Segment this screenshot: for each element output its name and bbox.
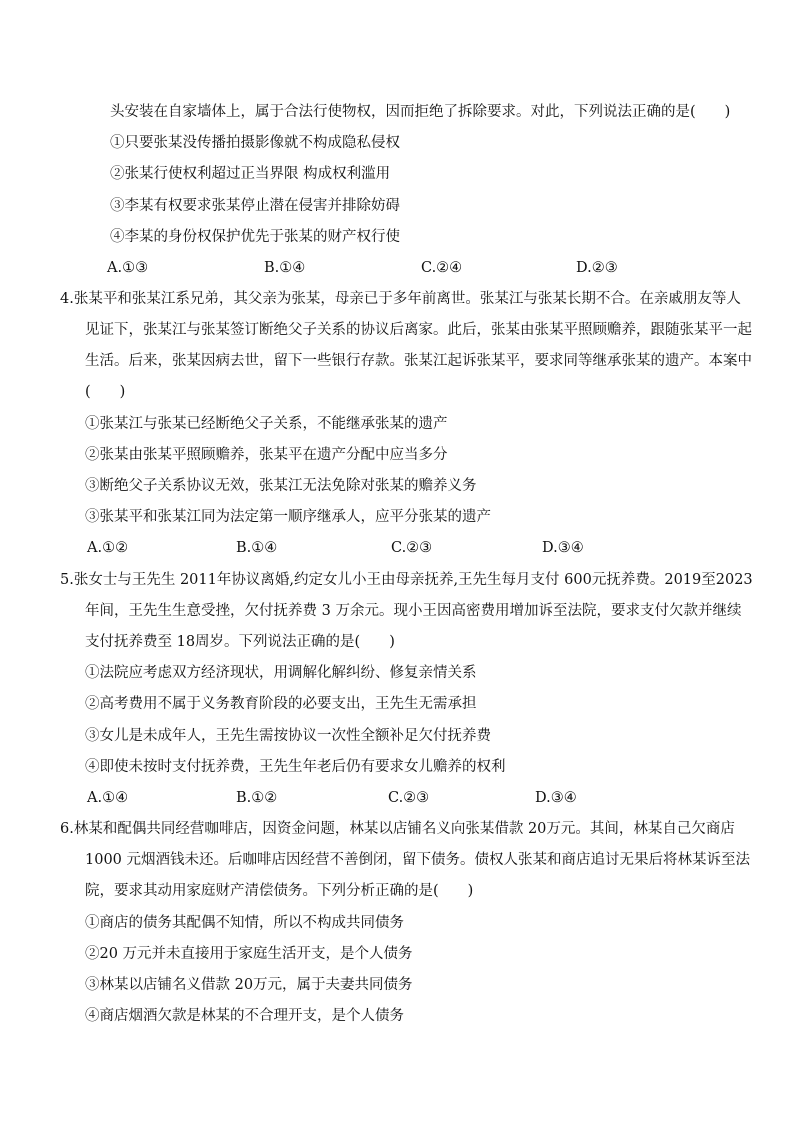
q4-item-1: ①张某江与张某已经断绝父子关系，不能继承张某的遗产 — [85, 416, 448, 432]
q3-options — [107, 258, 707, 278]
q3-option-b[interactable]: B.①④ — [264, 260, 306, 276]
q6-item-3: ③林某以店铺名义借款 20万元，属于夫妻共同债务 — [85, 977, 413, 993]
q4-stem-line-2: 见证下，张某江与张某签订断绝父子关系的协议后离家。此后，张某由张某平照顾赡养，跟随张某平一起 — [85, 322, 752, 338]
q5-stem-line-2: 年间，王先生生意受挫，欠付抚养费 3 万余元。现小王因高密费用增加诉至法院，要求支付欠款并继续 — [85, 603, 742, 619]
q3-item-4: ④李某的身份权保护优先于张某的财产权行使 — [110, 229, 400, 245]
q6-item-4: ④商店烟酒欠款是林某的不合理开支，是个人债务 — [85, 1008, 404, 1024]
q5-option-a[interactable]: A.①④ — [87, 790, 129, 806]
q5-item-4: ④即使未按时支付抚养费，王先生年老后仍有要求女儿赡养的权利 — [85, 759, 506, 775]
q4-item-2: ②张某由张某平照顾赡养，张某平在遗产分配中应当多分 — [85, 447, 448, 463]
q5-stem-line-1: 5.张女士与王先生 2011年协议离婚,约定女儿小王由母亲抚养,王先生每月支付 600元抚养费。2019至2023 — [60, 572, 753, 588]
q4-options — [87, 538, 687, 558]
q4-stem-line-1: 4.张某平和张某江系兄弟，其父亲为张某，母亲已于多年前离世。张某江与张某长期不合。在亲戚朋友等人 — [60, 291, 741, 307]
q6-stem-line-3: 院，要求其动用家庭财产清偿债务。下列分析正确的是( ) — [85, 883, 474, 899]
q6-item-1: ①商店的债务其配偶不知情，所以不构成共同债务 — [85, 915, 404, 931]
q4-option-a[interactable]: A.①② — [87, 540, 129, 556]
q5-option-d[interactable]: D.③④ — [535, 790, 577, 806]
q3-item-1: ①只要张某没传播拍摄影像就不构成隐私侵权 — [110, 135, 400, 151]
q4-item-3: ③断绝父子关系协议无效，张某江无法免除对张某的赡养义务 — [85, 478, 477, 494]
q3-option-d[interactable]: D.②③ — [576, 260, 618, 276]
q5-option-c[interactable]: C.②③ — [388, 790, 430, 806]
q3-item-3: ③李某有权要求张某停止潜在侵害并排除妨碍 — [110, 198, 400, 214]
q5-stem-line-3: 支付抚养费至 18周岁。下列说法正确的是( ) — [85, 634, 395, 650]
q3-stem: 头安装在自家墙体上，属于合法行使物权，因而拒绝了拆除要求。对此，下列说法正确的是( ) — [110, 104, 731, 120]
q6-stem-line-1: 6.林某和配偶共同经营咖啡店，因资金问题，林某以店铺名义向张某借款 20万元。其间，林某自己欠商店 — [60, 821, 735, 837]
q5-item-1: ①法院应考虑双方经济现状，用调解化解纠纷、修复亲情关系 — [85, 665, 477, 681]
q5-options — [87, 788, 687, 808]
q3-option-a[interactable]: A.①③ — [107, 260, 149, 276]
q4-option-b[interactable]: B.①④ — [236, 540, 278, 556]
q3-item-2: ②张某行使权利超过正当界限 构成权利滥用 — [110, 166, 391, 182]
q3-option-c[interactable]: C.②④ — [421, 260, 463, 276]
q4-option-d[interactable]: D.③④ — [542, 540, 584, 556]
q4-stem-line-3: 生活。后来，张某因病去世，留下一些银行存款。张某江起诉张某平，要求同等继承张某的遗产。本案中 — [85, 353, 752, 369]
q6-item-2: ②20 万元并未直接用于家庭生活开支，是个人债务 — [85, 946, 413, 962]
q5-option-b[interactable]: B.①② — [236, 790, 278, 806]
q5-item-2: ②高考费用不属于义务教育阶段的必要支出，王先生无需承担 — [85, 696, 477, 712]
q4-stem-line-4: ( ) — [85, 384, 126, 400]
q6-stem-line-2: 1000 元烟酒钱未还。后咖啡店因经营不善倒闭，留下债务。债权人张某和商店追讨无果后将林某诉至法 — [85, 852, 751, 868]
q4-item-4: ③张某平和张某江同为法定第一顺序继承人，应平分张某的遗产 — [85, 509, 491, 525]
q4-option-c[interactable]: C.②③ — [391, 540, 433, 556]
q5-item-3: ③女儿是未成年人，王先生需按协议一次性全额补足欠付抚养费 — [85, 728, 491, 744]
